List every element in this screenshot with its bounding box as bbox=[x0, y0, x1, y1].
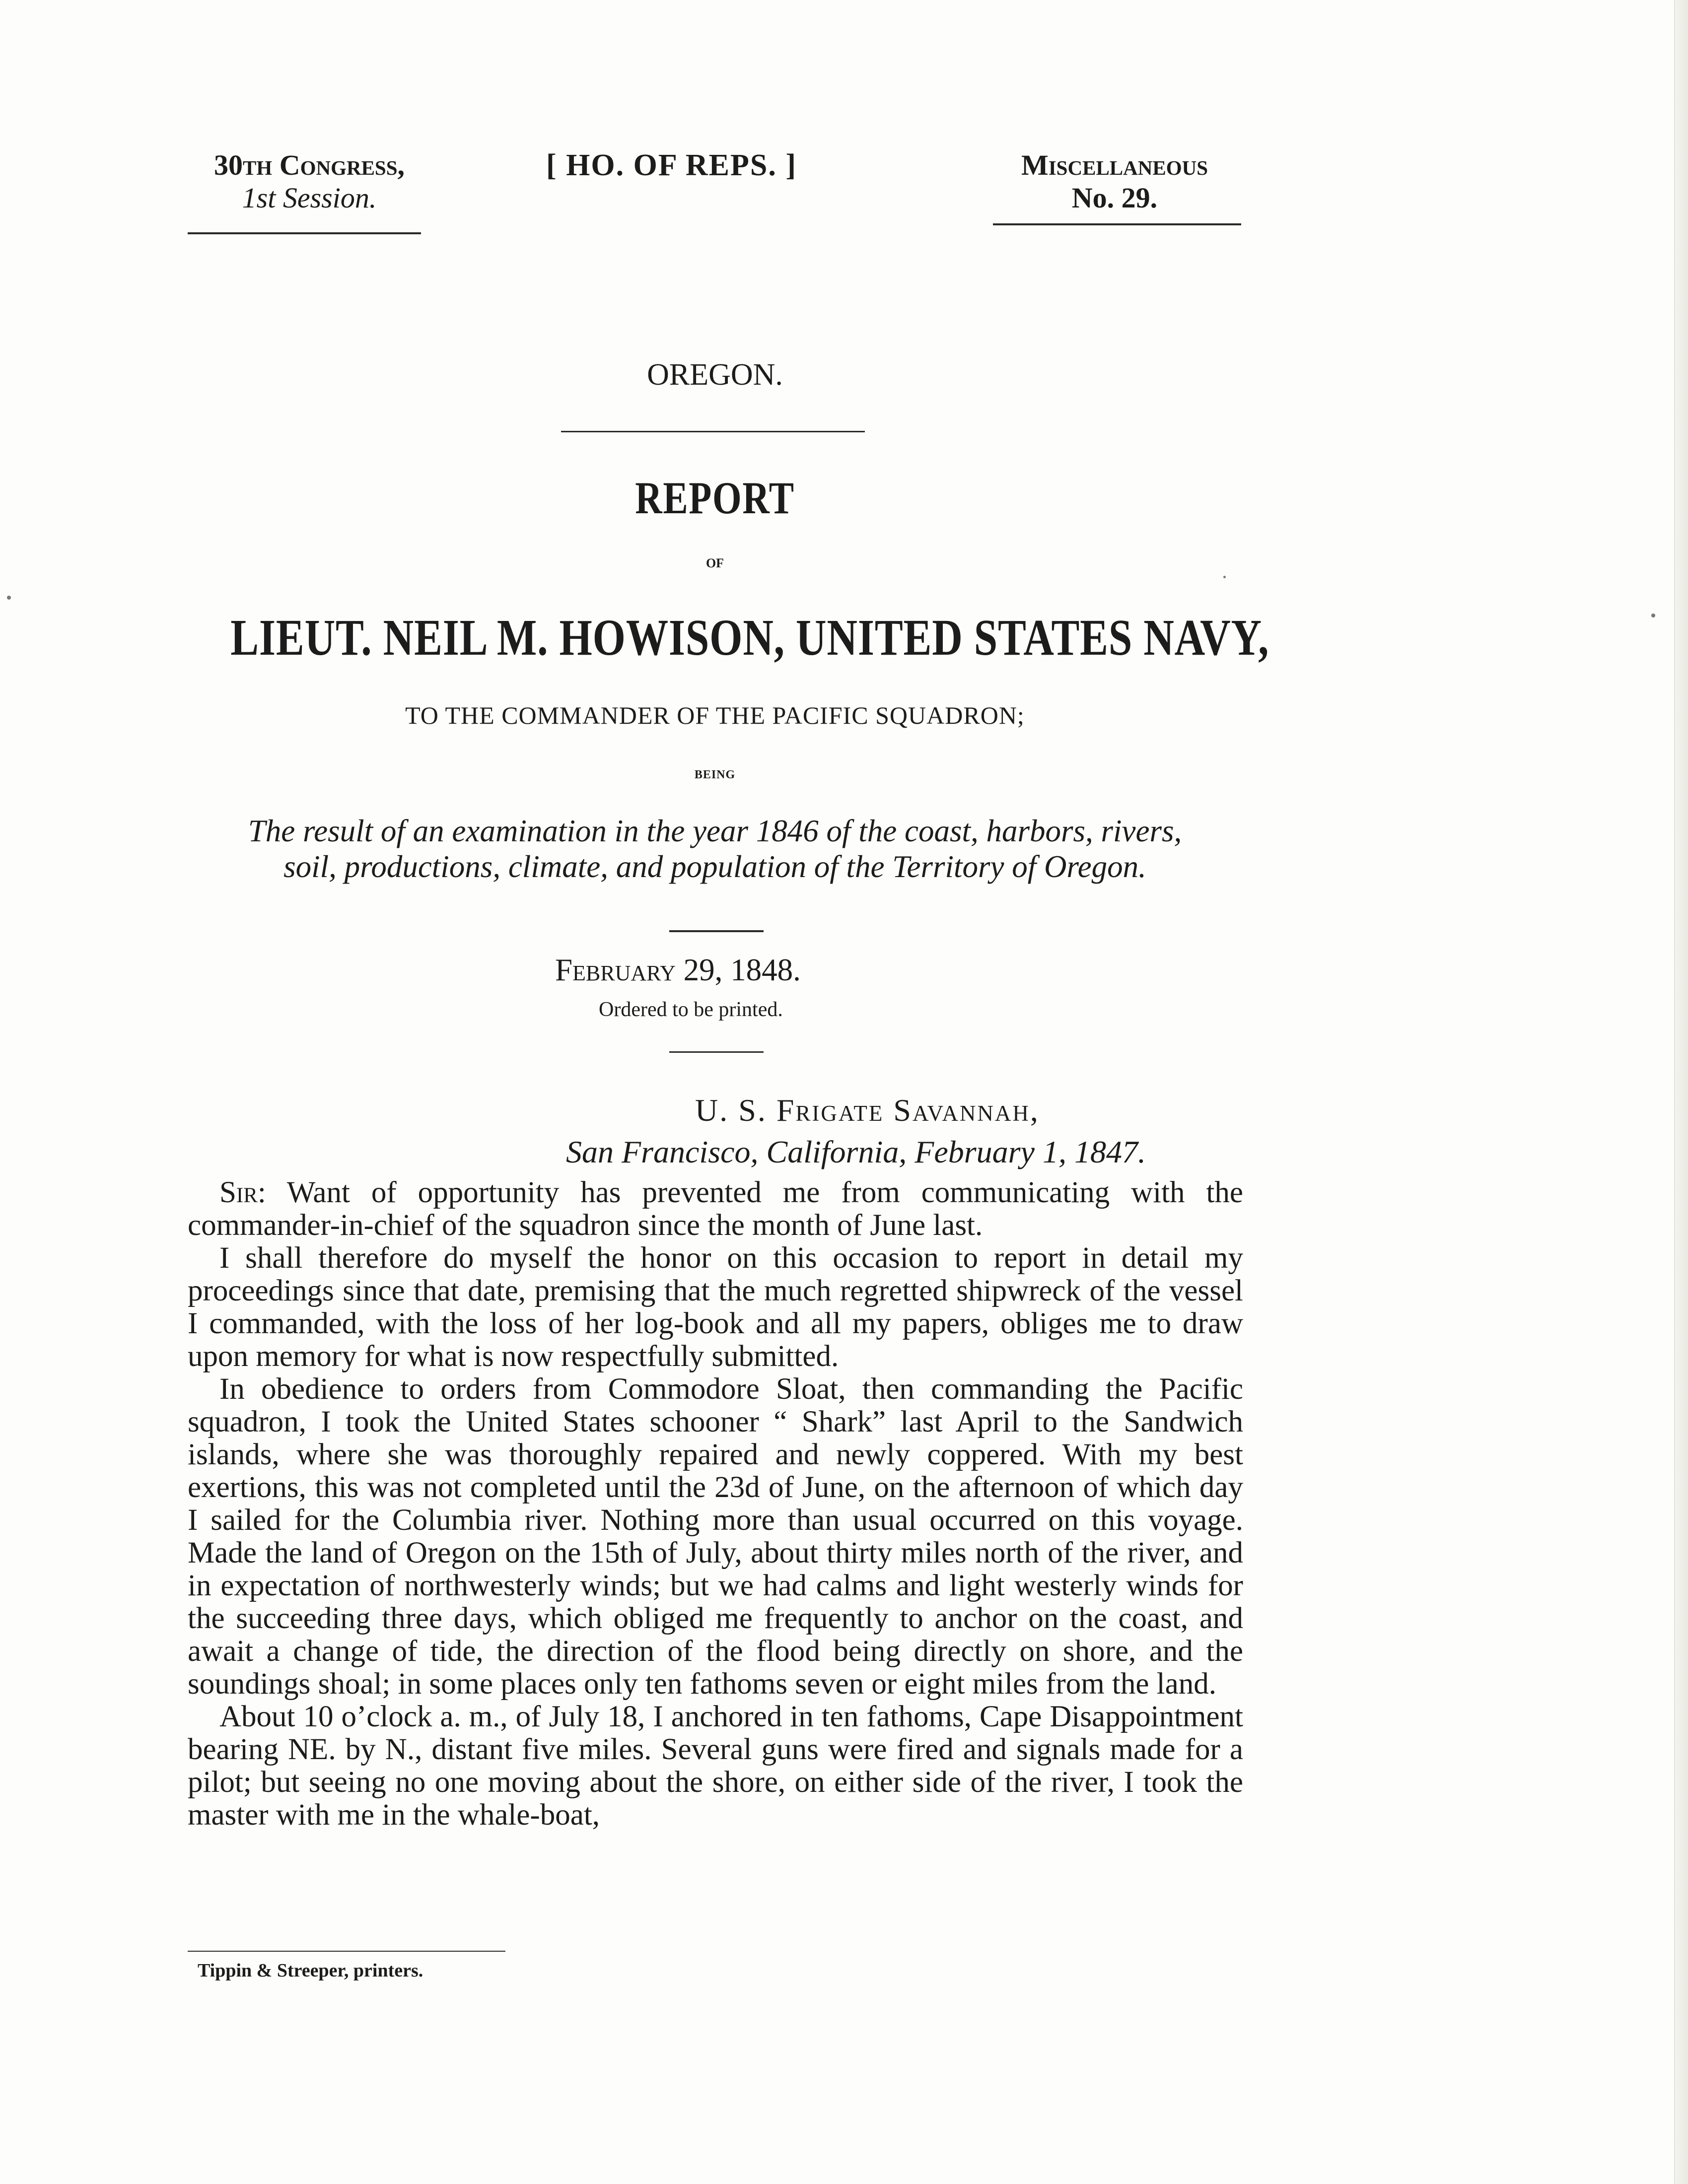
session-label: 1st Session. bbox=[242, 182, 377, 214]
congress-session bbox=[193, 149, 426, 214]
miscellaneous-label: Miscellaneous bbox=[1021, 149, 1208, 181]
subtitle-line-2: soil, productions, climate, and population of the Territory of Oregon. bbox=[283, 849, 1146, 884]
territory-heading: OREGON. bbox=[647, 358, 783, 392]
title-rule-1 bbox=[561, 431, 865, 432]
paragraph-1-text: Want of opportunity has prevented me from communicating with the commander-in-chief of the squadron since the month of June last. bbox=[188, 1176, 1243, 1242]
letter-paragraph-4: About 10 o’clock a. m., of July 18, I anchored in ten fathoms, Cape Disappointment bearing NE. by N., distant five miles. Several guns were fired and signals made for a pilot; but seeing no one moving about the shore, on either side of the river, I took the master with me in the whale-boat, bbox=[188, 1700, 1243, 1832]
ordered-note: Ordered to be printed. bbox=[599, 998, 783, 1021]
header-left-rule bbox=[188, 232, 421, 234]
author-heading: LIEUT. NEIL M. HOWISON, UNITED STATES NAVY, bbox=[230, 609, 1269, 666]
document-number bbox=[998, 149, 1231, 214]
letter-body bbox=[188, 1176, 1243, 1832]
scan-speck bbox=[1223, 576, 1226, 578]
title-rule-3 bbox=[669, 1051, 764, 1053]
being-label: BEING bbox=[694, 768, 736, 781]
salutation: Sir: bbox=[219, 1176, 266, 1209]
header-right-rule bbox=[993, 223, 1241, 225]
scan-speck bbox=[1651, 614, 1655, 617]
letter-paragraph-3: In obedience to orders from Commodore Sloat, then commanding the Pacific squadron, I took the United States schooner “ Shark” last April to the Sandwich islands, where she was thoroughly repaired and newly coppered. With my best exertions, this was not completed until the 23d of June, on the afternoon of which day I sailed for the Columbia river. Nothing more than usual occurred on this voyage. Made the land of Oregon on the 15th of July, about thirty miles north of the river, and in expectation of northwesterly winds; but we had calms and light westerly winds for the succeeding three days, which obliged me frequently to anchor on the coast, and await a change of tide, the direction of the flood being directly on shore, and the soundings shoal; in some places only ten fathoms seven or eight miles from the land. bbox=[188, 1372, 1243, 1701]
recipient-line: TO THE COMMANDER OF THE PACIFIC SQUADRON; bbox=[405, 701, 1025, 729]
of-label: OF bbox=[705, 556, 724, 570]
printer-credit: Tippin & Streeper, printers. bbox=[198, 1960, 423, 1981]
report-heading: REPORT bbox=[635, 473, 795, 523]
subtitle-line-1: The result of an examination in the year 1846 of the coast, harbors, rivers, bbox=[248, 814, 1182, 848]
letter-paragraph-2: I shall therefore do myself the honor on this occasion to report in detail my proceedings since that date, premising that the much regretted shipwreck of the vessel I commanded, with the loss of her log-book and all my papers, obliges me to draw upon memory for what is now respectfully submitted. bbox=[188, 1241, 1243, 1373]
ordered-date: February 29, 1848. bbox=[555, 953, 801, 987]
congress-label: 30th Congress, bbox=[213, 149, 405, 181]
scan-speck bbox=[7, 596, 11, 600]
house-label: [ HO. OF REPS. ] bbox=[546, 148, 797, 182]
number-label: No. 29. bbox=[1071, 182, 1158, 214]
page-edge bbox=[1674, 0, 1688, 2184]
vessel-line: U. S. Frigate Savannah, bbox=[695, 1092, 1040, 1128]
footer-rule bbox=[188, 1951, 505, 1952]
title-rule-2 bbox=[669, 930, 764, 932]
letter-paragraph-1 bbox=[188, 1176, 1243, 1242]
place-date-line: San Francisco, California, February 1, 1847. bbox=[566, 1134, 1146, 1169]
